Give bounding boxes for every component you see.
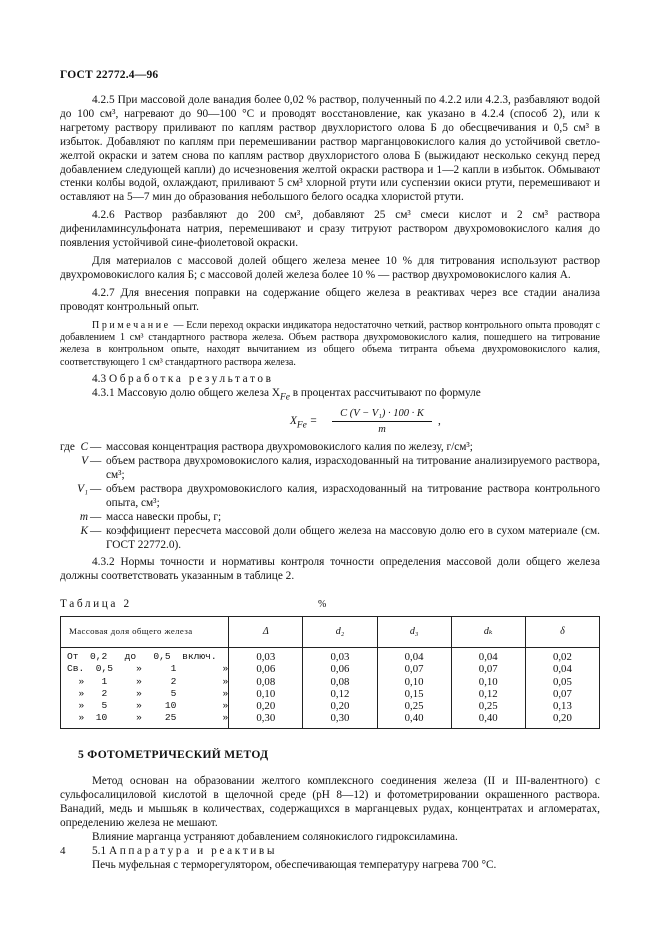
table-cell-value: » 1 » 2 » <box>67 675 229 687</box>
formula-legend-lead: где <box>60 441 75 454</box>
table-cell-value: 0,08 <box>330 675 350 688</box>
table-cell-value: 0,10 <box>404 675 424 688</box>
table-cell-value: 0,07 <box>552 687 572 700</box>
legend-dash: — <box>90 510 102 523</box>
table-cell-value: 0,25 <box>478 700 498 713</box>
note-text: — Если переход окраски индикатора недостаточно четкий, раствор контрольного опыта проводят с добавлением 1 см³ стандартного раствора железа. Объем раствора двухромовокислого калия, пошедшего на титрование железа в контрольном опыте, находят вычитанием из общего объема титранта объема двухромовокислого калия, соответствующего 1 см³ стандартного раствора железа. <box>60 319 600 368</box>
table-cell-value: 0,10 <box>478 675 498 688</box>
section-4-3-heading <box>60 373 600 387</box>
section-4-3-title: Обработка результатов <box>108 373 274 386</box>
table-caption-text: Таблица 2 <box>60 598 132 611</box>
table-cell-value: 0,15 <box>404 687 424 700</box>
table-header-row <box>61 617 600 648</box>
paragraph-4-3-1 <box>60 387 600 405</box>
legend-symbol: m <box>79 510 88 523</box>
section-5-1-number: 5.1 <box>92 844 109 857</box>
section-5-heading: 5 ФОТОМЕТРИЧЕСКИЙ МЕТОД <box>78 748 269 762</box>
table-column-cell <box>451 648 525 729</box>
paragraph-4-2-7: 4.2.7 Для внесения поправки на содержание общего железа в реактивах через все стадии анализа проводят контрольный опыт. <box>60 286 600 313</box>
formula-lhs-sub: Fe <box>296 420 307 431</box>
formula-lhs <box>290 415 317 433</box>
legend-dash: — <box>90 524 102 537</box>
table-column-cell <box>61 648 229 729</box>
table-cell-value: 0,40 <box>404 712 424 725</box>
table-header-cell: Δ <box>229 617 303 648</box>
section-5-paragraph-2: Влияние марганца устраняют добавлением солянокислого гидроксиламина. <box>92 831 458 843</box>
formula-numerator: C (V − V₁) · 100 · K <box>332 407 432 422</box>
legend-dash: — <box>90 482 102 495</box>
table-cell-value: Св. 0,5 » 1 » <box>67 663 229 675</box>
table-cell-value: 0,40 <box>478 712 498 725</box>
table-cell-value: 0,04 <box>478 651 498 664</box>
legend-symbol: V <box>81 455 88 468</box>
table-cell-value: » 10 » 25 » <box>67 712 229 724</box>
table-cell-value: 0,20 <box>330 700 350 713</box>
table-cell-value: » 5 » 10 » <box>67 700 229 712</box>
table-cell-value: 0,06 <box>256 663 276 676</box>
table-cell-value: 0,08 <box>256 675 276 688</box>
table-cell-value: 0,03 <box>330 651 350 664</box>
table-header-cell: d₂ <box>303 617 377 648</box>
paragraph-4-2-5: 4.2.5 При массовой доле ванадия более 0,02 % раствор, полученный по 4.2.2 или 4.2.3, разбавляют водой до 100 см³, нагревают до 90—100 °С и проводят восстановление, как указано в 4.2.4 (способ 2), или к нагретому раствору приливают по каплям раствор двухлористого олова Б до обесцвечивания и 0,5 см³ в избыток. Добавляют по каплям при перемешивании раствор марганцовокислого калия до устойчивой светло-желтой окраски и затем снова по каплям раствор двухлористого олова Б (выжидают несколько секунд перед добавлением следующей капли) до исчезновения желтой окраски раствора и 1—2 капли в избыток. Обмывают стенки колбы водой, охлаждают, приливают 5 см³ хлорной ртути или суспензии окиси ртути, перемешивают и оставляют на 5—7 мин до образования небольшого белого осадка хлористой ртути. <box>60 94 600 204</box>
table-column-cell <box>303 648 377 729</box>
table-column-cell <box>525 648 599 729</box>
legend-description: коэффициент пересчета массовой доли общего железа на массовую долю его в сухом материале (см. ГОСТ 22772.0). <box>106 524 600 551</box>
table-cell-value: » 2 » 5 » <box>67 687 229 699</box>
formula-lhs-symbol: X <box>290 415 297 428</box>
formula-comma: , <box>438 415 441 428</box>
note <box>60 320 600 370</box>
note-label: Примечание <box>92 319 171 331</box>
table-cell-value: 0,07 <box>478 663 498 676</box>
table-column-cell <box>377 648 451 729</box>
formula <box>60 407 600 437</box>
page-number: 4 <box>60 845 66 857</box>
legend-symbol: K <box>80 524 88 537</box>
paragraph-4-3-2: 4.3.2 Нормы точности и нормативы контроля точности определения массовой доли общего железа должны соответствовать указанным в таблице 2. <box>60 556 600 583</box>
legend-description: объем раствора двухромовокислого калия, израсходованный на титрование анализируемого раствора, см³; <box>106 455 600 481</box>
table-cell-value: 0,20 <box>256 700 276 713</box>
legend-description: массовая концентрация раствора двухромовокислого калия по железу, г/см³; <box>106 441 473 454</box>
table-header-cell: Массовая доля общего железа <box>61 617 229 648</box>
table-cell-value: 0,20 <box>552 712 572 725</box>
table-unit: % <box>318 599 327 611</box>
legend-dash: — <box>90 441 102 454</box>
table-header-cell: dₖ <box>451 617 525 648</box>
table-cell-value: 0,25 <box>404 700 424 713</box>
table-body-row <box>61 648 600 729</box>
document-body <box>60 94 600 873</box>
table-cell-value: 0,13 <box>552 700 572 713</box>
table-caption <box>60 598 600 612</box>
table-header-cell: d₃ <box>377 617 451 648</box>
table-cell-value: 0,03 <box>256 651 276 664</box>
paragraph-4-3-1-end: в процентах рассчитывают по формуле <box>289 387 481 400</box>
table-cell-value: 0,10 <box>256 687 276 700</box>
accuracy-table <box>60 616 600 729</box>
formula-equals: = <box>306 415 318 428</box>
formula-legend-list <box>60 441 600 552</box>
legend-symbol: V₁ <box>77 482 88 495</box>
table-header-cell: δ <box>525 617 599 648</box>
table-cell-value: 0,07 <box>404 663 424 676</box>
table-cell-value: 0,04 <box>552 663 572 676</box>
section-5-1-heading <box>60 845 600 859</box>
table-cell-value: От 0,2 до 0,5 включ. <box>67 651 217 663</box>
legend-symbol: C <box>80 441 88 454</box>
paragraph-4-2-6: 4.2.6 Раствор разбавляют до 200 см³, добавляют 25 см³ смеси кислот и 2 см³ раствора дифениламинсульфоната натрия, перемешивают и сразу титруют раствором двухромовокислого калия до появления устойчивой сине-фиолетовой окраски. <box>60 209 600 250</box>
legend-description: масса навески пробы, г; <box>106 510 222 523</box>
table-cell-value: 0,12 <box>330 687 350 700</box>
table-cell-value: 0,30 <box>256 712 276 725</box>
paragraph-4-2-6-materials: Для материалов с массовой долей общего железа менее 10 % для титрования используют раствор двухромовокислого калия Б; с массовой долей железа более 10 % — раствор двухромовокислого калия А. <box>60 254 600 281</box>
paragraph-4-3-1-text: 4.3.1 Массовую долю общего железа X <box>92 387 281 400</box>
legend-description: объем раствора двухромовокислого калия, израсходованный на титрование раствора контрольного опыта, см³; <box>106 482 600 509</box>
section-5-1-title: Аппаратура и реактивы <box>108 844 278 857</box>
table-cell-value: 0,12 <box>478 687 498 700</box>
section-4-3-number: 4.3 <box>92 373 109 386</box>
formula-denominator: m <box>378 424 386 436</box>
document-header: ГОСТ 22772.4—96 <box>60 69 159 81</box>
table-cell-value: 0,30 <box>330 712 350 725</box>
legend-dash: — <box>90 455 102 468</box>
section-5-paragraph-1: Метод основан на образовании желтого комплексного соединения железа (II и III-валентного) с сульфосалициловой кислотой в щелочной среде (рН 8—12) и фотометрировании окрашенного раствора. Ванадий, медь и мышьяк в количествах, содержащихся в марганцевых рудах, концентратах и агломератах, определению железа не мешают. <box>60 775 600 830</box>
table-cell-value: 0,06 <box>330 663 350 676</box>
table-cell-value: 0,04 <box>404 651 424 664</box>
paragraph-4-3-1-sub: Fe <box>280 392 290 403</box>
section-5-paragraph-3: Печь муфельная с терморегулятором, обеспечивающая температуру нагрева 700 °С. <box>92 858 497 871</box>
table-cell-value: 0,02 <box>552 651 572 664</box>
table-column-cell <box>229 648 303 729</box>
table-cell-value: 0,05 <box>552 675 572 688</box>
